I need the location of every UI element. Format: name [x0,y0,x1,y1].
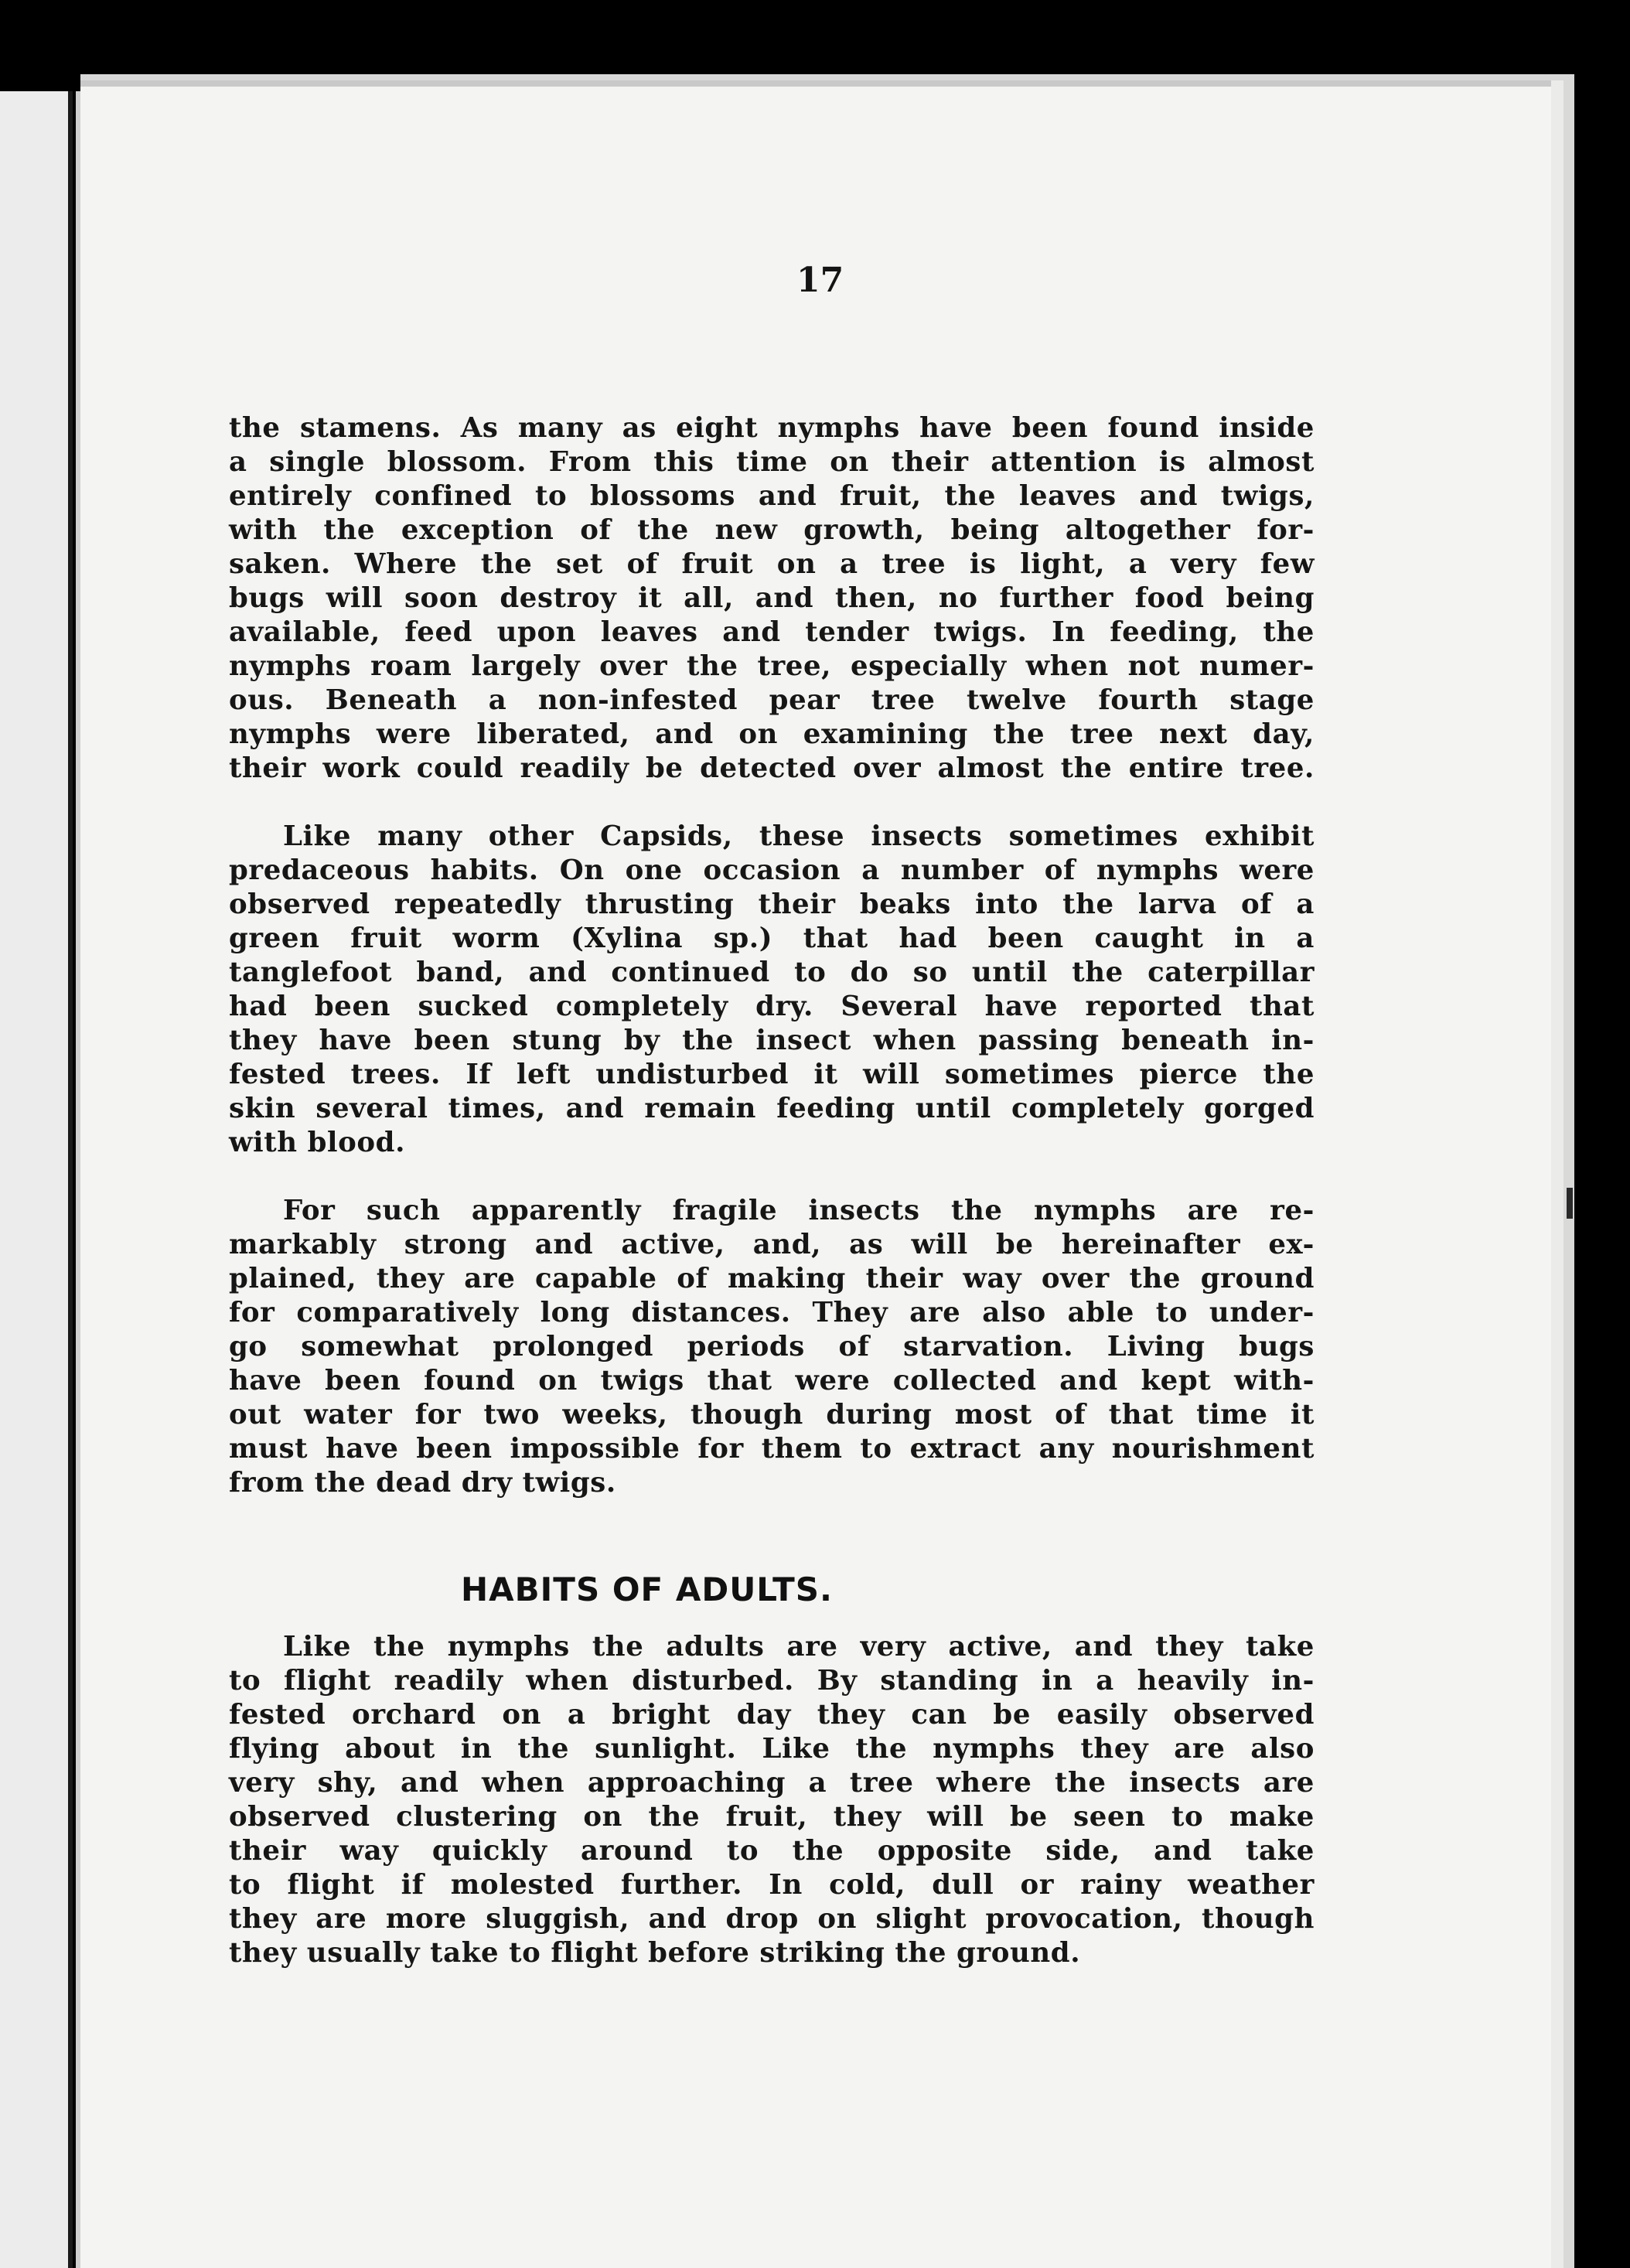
text-line: with the exception of the new growth, being altogether for- [229,514,1315,546]
text-line: for comparatively long distances. They are also able to under- [229,1297,1315,1328]
text-line: to flight if molested further. In cold, dull or rainy weather [229,1869,1315,1901]
paragraph-4 [229,1630,1315,1970]
scan-artifact-mark [1567,1188,1573,1219]
text-line: tanglefoot band, and continued to do so until the caterpillar [229,957,1315,988]
text-line: very shy, and when approaching a tree where the insects are [229,1767,1315,1799]
text-line: they have been stung by the insect when passing beneath in- [229,1025,1315,1056]
text-line: go somewhat prolonged periods of starvation. Living bugs [229,1331,1315,1363]
text-line: ous. Beneath a non-infested pear tree twelve fourth stage [229,684,1315,716]
text-line: a single blossom. From this time on their attention is almost [229,446,1315,478]
text-line: plained, they are capable of making their way over the ground [229,1263,1315,1294]
text-line: Like the nymphs the adults are very active, and they take [283,1631,1315,1663]
text-line: nymphs roam largely over the tree, especially when not numer- [229,650,1315,682]
text-line: entirely confined to blossoms and fruit, the leaves and twigs, [229,480,1315,512]
text-line: they are more sluggish, and drop on slight provocation, though [229,1903,1315,1935]
text-line: available, feed upon leaves and tender twigs. In feeding, the [229,616,1315,648]
paragraph-3 [229,1194,1315,1500]
text-line: markably strong and active, and, as will be hereinafter ex- [229,1229,1315,1260]
text-line: nymphs were liberated, and on examining the tree next day, [229,718,1315,750]
left-page-edge [0,91,73,2268]
text-line: the stamens. As many as eight nymphs have been found inside [229,412,1315,444]
text-line: out water for two weeks, though during most of that time it [229,1399,1315,1431]
section-heading: HABITS OF ADULTS. [461,1571,833,1608]
text-line: with blood. [229,1127,406,1158]
text-line: fested orchard on a bright day they can be easily observed [229,1699,1315,1731]
text-line: flying about in the sunlight. Like the nymphs they are also [229,1733,1315,1765]
text-line: fested trees. If left undisturbed it will sometimes pierce the [229,1059,1315,1090]
text-line: their work could readily be detected over almost the entire tree. [229,752,1315,784]
text-line: observed clustering on the fruit, they will be seen to make [229,1801,1315,1833]
paragraph-1 [229,411,1315,786]
text-line: from the dead dry twigs. [229,1467,616,1499]
text-line: Like many other Capsids, these insects sometimes exhibit [283,820,1315,852]
text-line: saken. Where the set of fruit on a tree is light, a very few [229,548,1315,580]
text-line: skin several times, and remain feeding until completely gorged [229,1093,1315,1124]
text-line: For such apparently fragile insects the nymphs are re- [283,1195,1315,1226]
text-line: their way quickly around to the opposite side, and take [229,1835,1315,1867]
text-line: must have been impossible for them to extract any nourishment [229,1433,1315,1465]
text-line: observed repeatedly thrusting their beaks into the larva of a [229,888,1315,920]
text-line: have been found on twigs that were collected and kept with- [229,1365,1315,1397]
paragraph-2 [229,820,1315,1160]
text-line: bugs will soon destroy it all, and then, no further food being [229,582,1315,614]
text-line: predaceous habits. On one occasion a number of nymphs were [229,854,1315,886]
text-line: they usually take to flight before striking the ground. [229,1937,1081,1969]
text-line: had been sucked completely dry. Several have reported that [229,991,1315,1022]
text-line: to flight readily when disturbed. By standing in a heavily in- [229,1665,1315,1697]
page-number: 17 [796,261,844,300]
text-line: green fruit worm (Xylina sp.) that had been caught in a [229,923,1315,954]
